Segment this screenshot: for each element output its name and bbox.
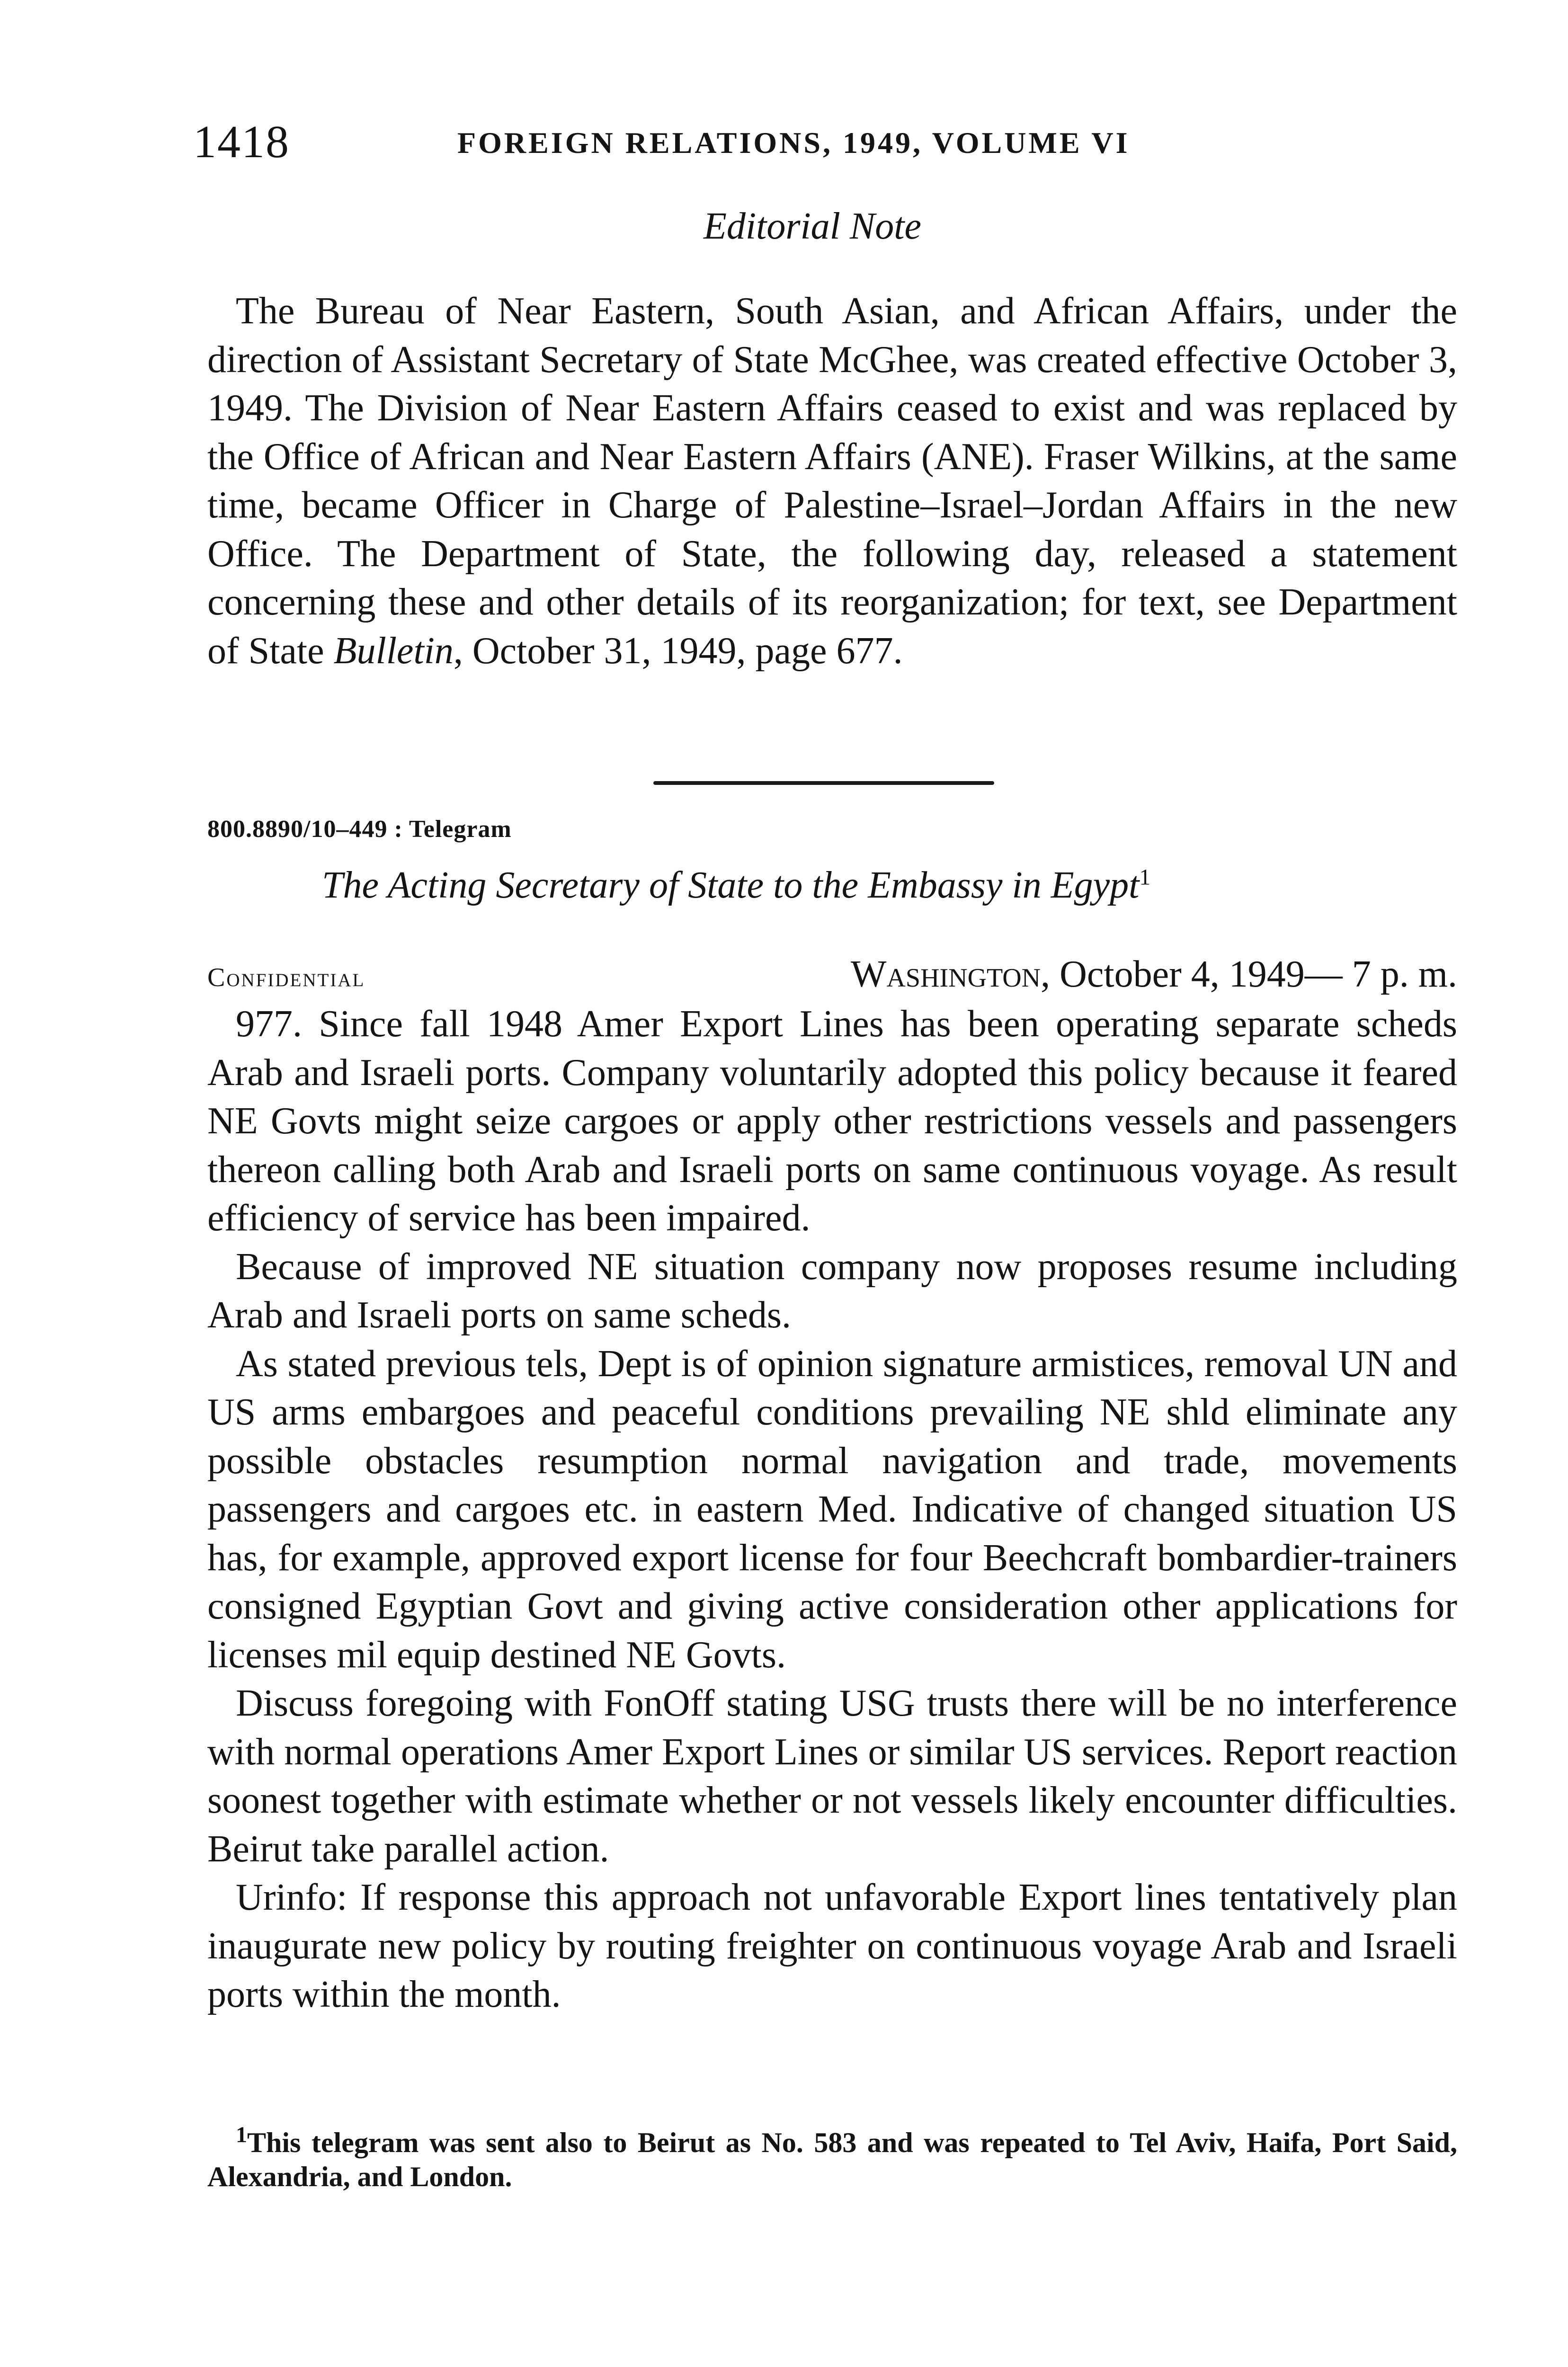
editorial-note-body — [207, 287, 1457, 675]
footnote-marker: 1 — [236, 2122, 247, 2147]
running-head: FOREIGN RELATIONS, 1949, VOLUME VI — [457, 126, 1130, 160]
telegram-body — [207, 1000, 1457, 2019]
telegram-paragraph: As stated previous tels, Dept is of opinion signature armistices, removal UN and US arms embargoes and peaceful conditions prevailing NE shld eliminate any possible obstacles resumption normal navigation and trade, movements passengers and cargoes etc. in eastern Med. Indicative of changed situation US has, for example, approved export license for four Beechcraft bombardier-trainers consigned Egyptian Govt and giving active consideration other applications for licenses mil equip destined NE Govts. — [207, 1343, 1457, 1676]
classification-label: Confidential — [207, 963, 365, 992]
dateline-date: , October 4, 1949— 7 p. m. — [1041, 953, 1457, 995]
footnote-reference: 1 — [1139, 864, 1151, 890]
document-title — [322, 862, 1363, 909]
bulletin-title: Bulletin — [333, 630, 454, 672]
page-header — [193, 114, 1471, 170]
telegram-paragraph: Discuss foregoing with FonOff stating USG trusts there will be no interference with normal operations Amer Export Lines or similar US services. Report reaction soonest together with estimate whether or not vessels likely encounter difficulties. Beirut take parallel action. — [207, 1682, 1457, 1870]
editorial-note-text: The Bureau of Near Eastern, South Asian, and African Affairs, under the direction of Assistant Secretary of State McGhee, was created effective October 3, 1949. The Division of Near Eastern Affairs ceased to exist and was replaced by the Office of African and Near Eastern Affairs (ANE). Fraser Wilkins, at the same time, became Officer in Charge of Palestine–Israel–Jordan Affairs in the new Office. The Department of State, the following day, released a statement concerning these and other details of its reorganization; for text, see Department of State — [207, 290, 1457, 672]
telegram-paragraph: Because of improved NE situation company now proposes resume including Arab and Israeli ports on same scheds. — [207, 1246, 1457, 1336]
section-divider — [653, 781, 994, 785]
footnote-text: This telegram was sent also to Beirut as No. 583 and was repeated to Tel Aviv, Haifa, Port Said, Alexandria, and London. — [207, 2127, 1457, 2192]
file-reference: 800.8890/10–449 : Telegram — [207, 816, 512, 843]
footnote — [207, 2122, 1457, 2194]
document-title-text: The Acting Secretary of State to the Embassy in Egypt — [322, 864, 1140, 906]
editorial-note-paragraph — [207, 287, 1457, 675]
telegram-paragraph: Urinfo: If response this approach not unfavorable Export lines tentatively plan inaugurate new policy by routing freighter on continuous voyage Arab and Israeli ports within the month. — [207, 1877, 1457, 2015]
telegram-paragraph: 977. Since fall 1948 Amer Export Lines has been operating separate scheds Arab and Israeli ports. Company voluntarily adopted this policy because it feared NE Govts might seize cargoes or apply other restrictions vessels and passengers thereon calling both Arab and Israeli ports on same continuous voyage. As result efficiency of service has been impaired. — [207, 1003, 1457, 1239]
editorial-note-heading: Editorial Note — [704, 205, 921, 247]
editorial-note-tail: , October 31, 1949, page 677. — [453, 630, 903, 672]
dateline-place: Washington — [850, 953, 1041, 995]
page-number: 1418 — [193, 116, 290, 168]
dateline — [851, 951, 1457, 998]
